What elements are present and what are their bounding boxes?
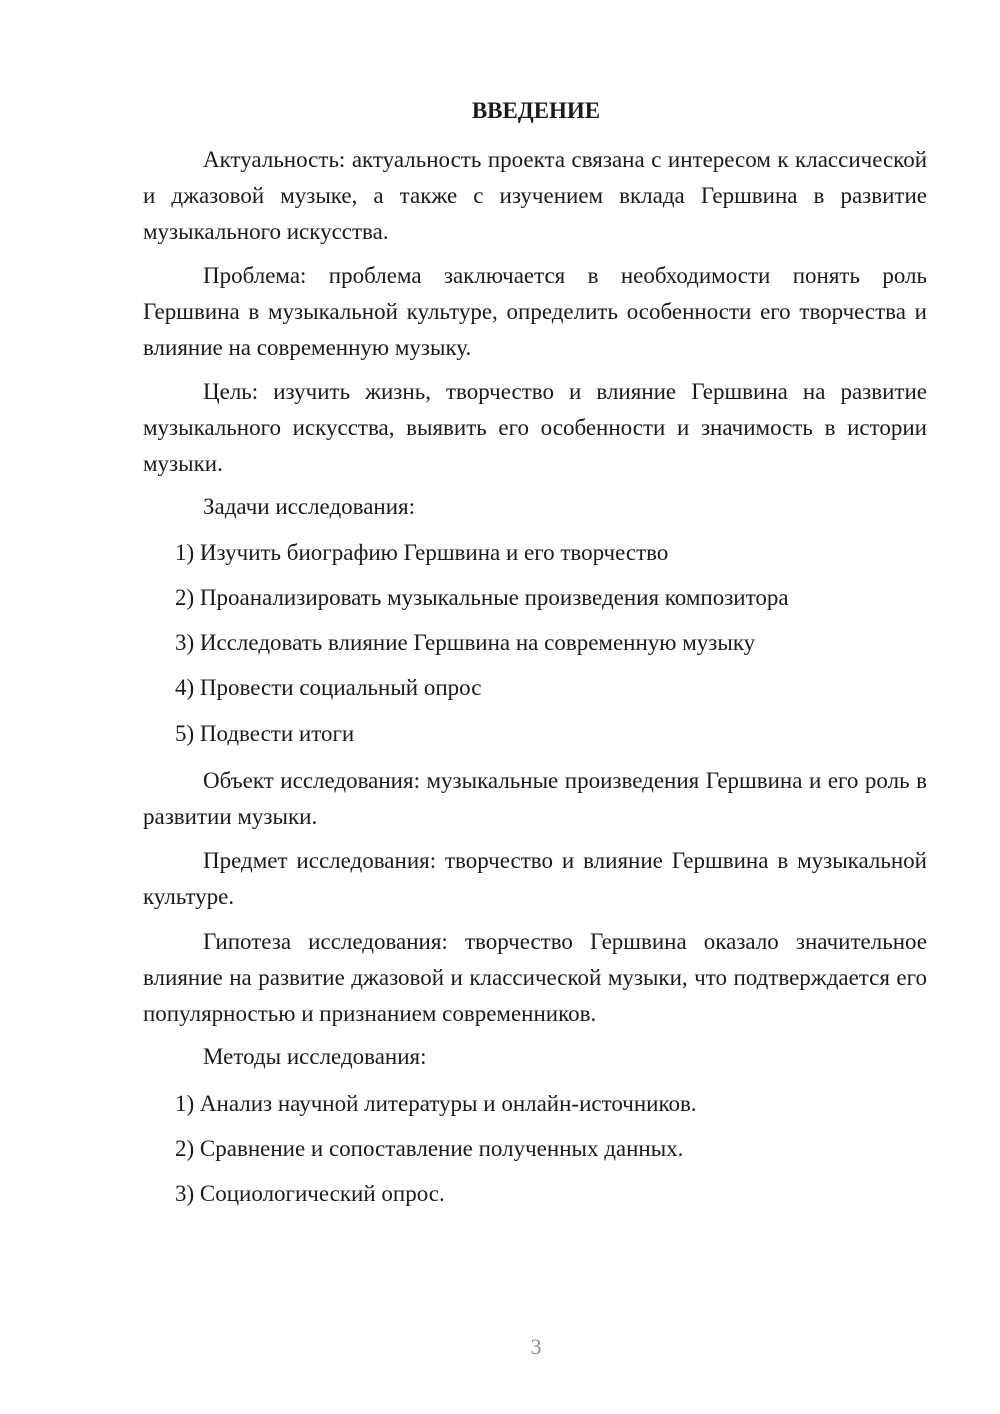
hypothesis-paragraph: Гипотеза исследования: творчество Гершвина оказало значительное влияние на развитие джазовой и классической музыки, что подтверждается его популярностью и признанием современников.	[143, 929, 927, 1026]
problem-paragraph: Проблема: проблема заключается в необходимости понять роль Гершвина в музыкальной культуре, определить особенности его творчества и влияние на современную музыку.	[143, 263, 927, 360]
methods-heading: Методы исследования:	[203, 1044, 427, 1069]
method-item: 2) Сравнение и сопоставление полученных данных.	[175, 1136, 684, 1161]
page-number: 3	[530, 1334, 542, 1359]
method-item: 1) Анализ научной литературы и онлайн-источников.	[175, 1091, 697, 1116]
tasks-heading: Задачи исследования:	[203, 494, 416, 519]
task-item: 3) Исследовать влияние Гершвина на современную музыку	[175, 630, 756, 655]
object-paragraph: Объект исследования: музыкальные произведения Гершвина и его роль в развитии музыки.	[143, 768, 927, 829]
section-title: ВВЕДЕНИЕ	[471, 98, 601, 123]
goal-paragraph: Цель: изучить жизнь, творчество и влияние Гершвина на развитие музыкального искусства, выявить его особенности и значимость в истории музыки.	[143, 379, 927, 476]
subject-paragraph: Предмет исследования: творчество и влияние Гершвина в музыкальной культуре.	[143, 848, 927, 909]
task-item: 4) Провести социальный опрос	[175, 675, 482, 700]
task-item: 2) Проанализировать музыкальные произведения композитора	[175, 585, 789, 610]
method-item: 3) Социологический опрос.	[175, 1181, 445, 1206]
relevance-paragraph: Актуальность: актуальность проекта связана с интересом к классической и джазовой музыке, а также с изучением вклада Гершвина в развитие музыкального искусства.	[143, 147, 927, 244]
task-item: 1) Изучить биографию Гершвина и его творчество	[175, 540, 669, 565]
task-item: 5) Подвести итоги	[175, 721, 355, 746]
